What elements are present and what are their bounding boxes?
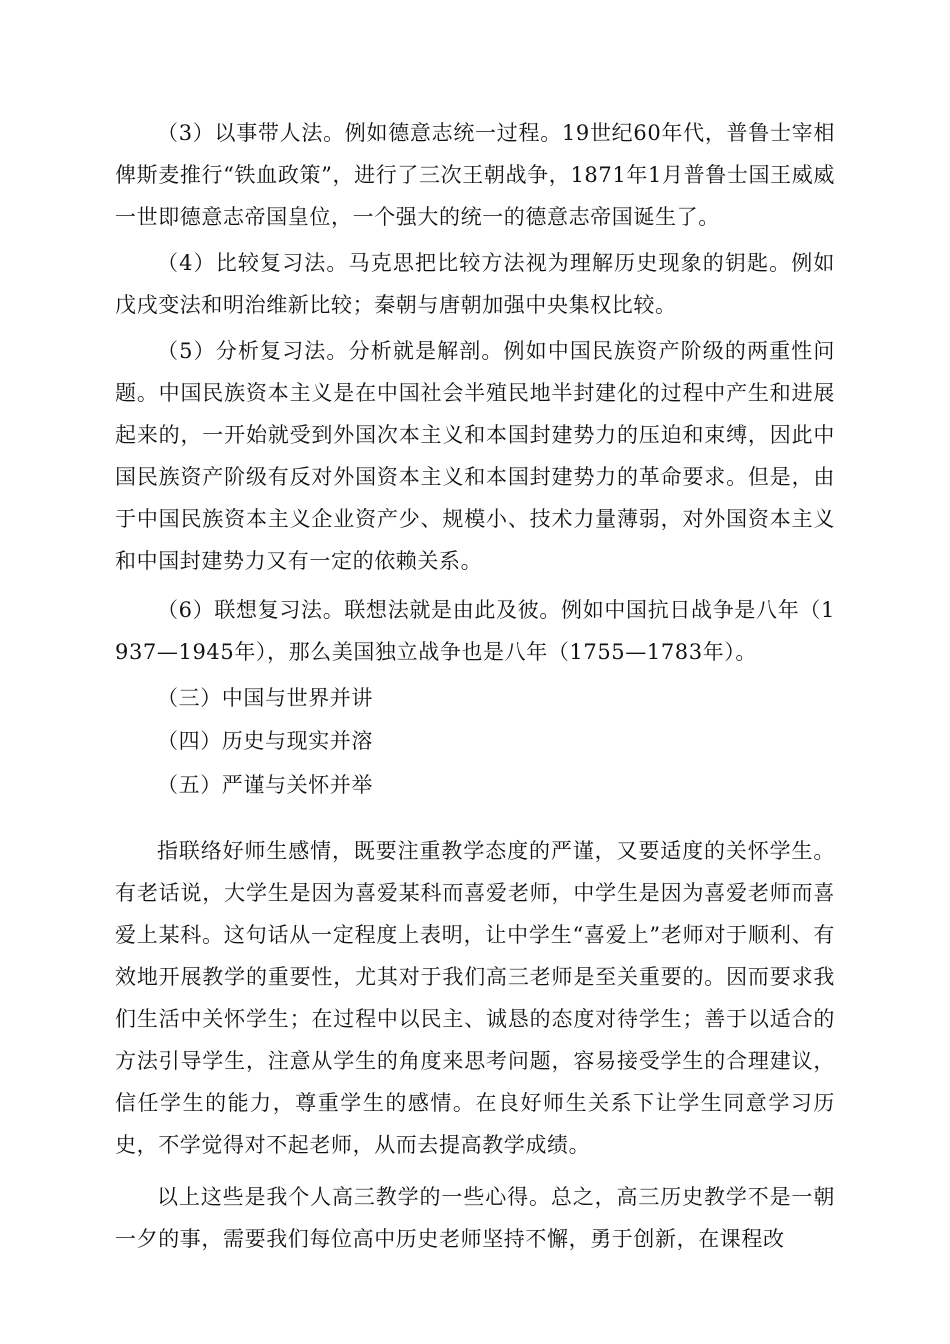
paragraph-german-unification: （3）以事带人法。例如德意志统一过程。19世纪60年代，普鲁士宰相俾斯麦推行“铁血政策”，进行了三次王朝战争，1871年1月普鲁士国王威威一世即德意志帝国皇位，一个强大的统一的德意志帝国诞生了。: [115, 121, 835, 229]
section-heading-history-and-reality: （四）历史与现实并溶: [157, 729, 373, 753]
paragraph-association-method: （6）联想复习法。联想法就是由此及彼。例如中国抗日战争是八年（1937—1945年），那么美国独立战争也是八年（1755—1783年）。: [115, 598, 835, 664]
paragraph-analysis-method: （5）分析复习法。分析就是解剖。例如中国民族资产阶级的两重性问题。中国民族资本主义是在中国社会半殖民地半封建化的过程中产生和进展起来的，一开始就受到外国次本主义和本国封建势力的压迫和束缚，因此中国民族资产阶级有反对外国资本主义和本国封建势力的革命要求。但是，由于中国民族资本主义企业资产少、规模小、技术力量薄弱，对外国资本主义和中国封建势力又有一定的依赖关系。: [115, 339, 835, 573]
paragraph-teacher-student-relationship: 指联络好师生感情，既要注重教学态度的严谨，又要适度的关怀学生。有老话说，大学生是因为喜爱某科而喜爱老师，中学生是因为喜爱老师而喜爱上某科。这句话从一定程度上表明，让中学生“喜爱上”老师对于顺利、有效地开展教学的重要性，尤其对于我们高三老师是至关重要的。因而要求我们生活中关怀学生；在过程中以民主、诚恳的态度对待学生；善于以适合的方法引导学生，注意从学生的角度来思考问题，容易接受学生的合理建议，信任学生的能力，尊重学生的感情。在良好师生关系下让学生同意学习历史，不学觉得对不起老师，从而去提高教学成绩。: [115, 839, 835, 1157]
paragraph-conclusion: 以上这些是我个人高三教学的一些心得。总之，高三历史教学不是一朝一夕的事，需要我们每位高中历史老师坚持不懈，勇于创新，在课程改: [115, 1185, 835, 1251]
section-heading-rigor-and-care: （五）严谨与关怀并举: [157, 773, 373, 797]
paragraph-comparison-method: （4）比较复习法。马克思把比较方法视为理解历史现象的钥匙。例如戊戌变法和明治维新比较；秦朝与唐朝加强中央集权比较。: [115, 251, 835, 317]
section-heading-china-and-world: （三）中国与世界并讲: [157, 686, 373, 710]
